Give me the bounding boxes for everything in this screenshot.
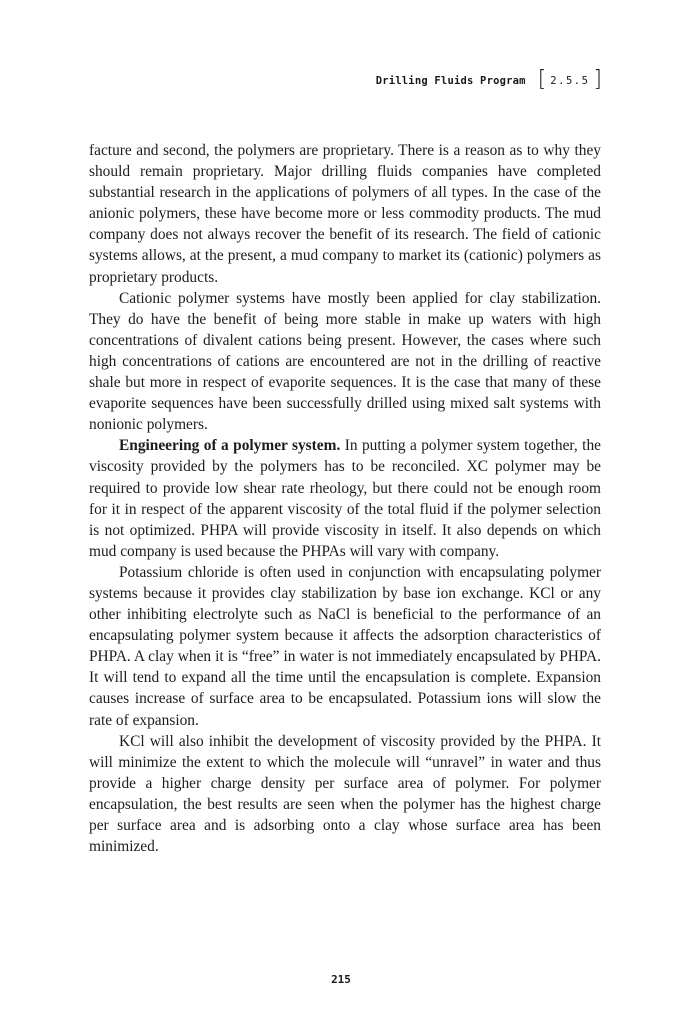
paragraph-3-text: In putting a polymer system together, the viscosity provided by the polymers has to be reconciled. XC polymer may be required to provide low shear rate rheology, but there could not be enough room for it in respect of the apparent viscosity of the total fluid if the polymer selection is not optimized. PHPA will provide viscosity in itself. It also depends on which mud company is used because the PHPAs will vary with company. [89, 437, 601, 560]
paragraph-1-text: facture and second, the polymers are proprietary. There is a reason as to why they should remain proprietary. Major drilling fluids companies have completed substantial research in the applications of polymers of all types. In the case of the anionic polymers, these have become more or less commodity products. The mud company does not always recover the benefit of its research. The field of cationic systems allows, at the present, a mud company to market its (cationic) polymers as proprietary products. [89, 142, 601, 286]
paragraph-4-text: Potassium chloride is often used in conjunction with encapsulating polymer systems because it provides clay stabilization by base ion exchange. KCl or any other inhibiting electrolyte such as NaCl is beneficial to the performance of an encapsulating polymer system because it affects the adsorption characteristics of PHPA. A clay when it is “free” in water is not immediately encapsulated by PHPA. It will tend to expand all the time until the encapsulation is complete. Expansion causes increase of surface area to be encapsulated. Potassium ions will slow the rate of expansion. [89, 563, 601, 729]
page-number: 215 [331, 973, 351, 986]
paragraph-3 [89, 435, 601, 562]
run-in-heading: Engineering of a polymer system. [119, 437, 341, 455]
paragraph-2-text: Cationic polymer systems have mostly been applied for clay stabilization. They do have the benefit of being more stable in make up waters with high concentrations of divalent cations being present. However, the cases where such high concentrations of cations are encountered are not in the drilling of reactive shale but more in respect of evaporite sequences. It is the case that many of these evaporite sequences have been successfully drilled using mixed salt systems with nonionic polymers. [89, 289, 601, 434]
paragraph-5 [89, 731, 601, 858]
paragraph-4 [89, 562, 601, 731]
right-bracket: ] [593, 67, 602, 92]
paragraph-1 [89, 140, 601, 288]
body-text [89, 140, 601, 857]
paragraph-5-text: KCl will also inhibit the development of viscosity provided by the PHPA. It will minimize the extent to which the molecule will “unravel” in water and thus provide a higher charge density per surface area of polymer. For polymer encapsulation, the best results are seen when the polymer has the highest charge per surface area and is adsorbing onto a clay whose surface area has been minimized. [89, 732, 601, 856]
running-head-title: Drilling Fluids Program [375, 75, 526, 87]
section-number: 2.5.5 [550, 75, 590, 87]
paragraph-2 [89, 288, 601, 436]
running-head [375, 67, 602, 92]
left-bracket: [ [537, 67, 547, 92]
